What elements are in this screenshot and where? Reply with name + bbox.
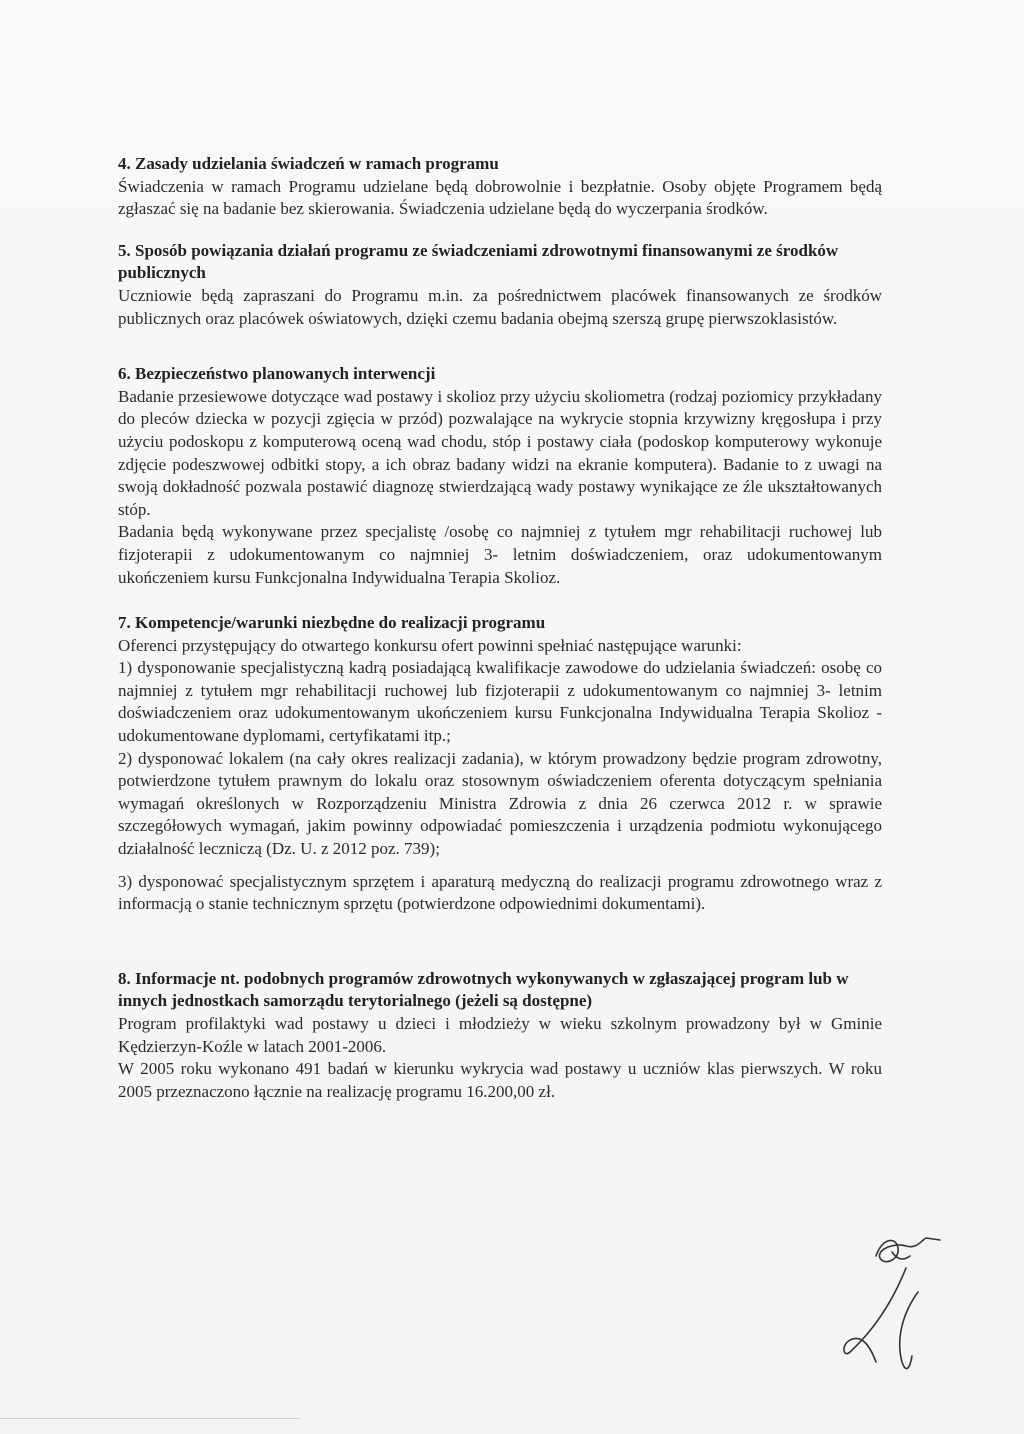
paragraph: Badanie przesiewowe dotyczące wad postawy i skolioz przy użyciu skoliometra (rodzaj poziomicy przykładany do pleców dziecka w pozycji zgięcia w przód) pozwalające na wykrycie stopnia krzywizny kręgosłupa i przy użyciu podoskopu z komputerową oceną wad chodu, stóp i postawy ciała (podoskop komputerowy wykonuje zdjęcie podeszwowej odbitki stopy, a ich obraz badany widzi na ekranie komputera). Badanie to z uwagi na swoją dokładność pozwala postawić diagnozę stwierdzającą wady postawy wynikające ze źle ukształtowanych stóp. — [118, 386, 882, 519]
paragraph: Uczniowie będą zapraszani do Programu m.in. za pośrednictwem placówek finansowanych ze środków publicznych oraz placówek oświatowych, dzięki czemu badania obejmą szerszą grupę pierwszoklasistów. — [118, 285, 882, 328]
section-6 — [118, 363, 882, 589]
paragraph: Program profilaktyki wad postawy u dzieci i młodzieży w wieku szkolnym prowadzony był w Gminie Kędzierzyn-Koźle w latach 2001-2006. — [118, 1014, 882, 1056]
section-heading: 4. Zasady udzielania świadczeń w ramach programu — [118, 154, 499, 173]
section-heading: 6. Bezpieczeństwo planowanych interwencji — [118, 364, 436, 384]
section-7 — [118, 612, 882, 916]
paragraph: W 2005 roku wykonano 491 badań w kierunku wykrycia wad postawy u uczniów klas pierwszych. W roku 2005 przeznaczono łącznie na realizację programu 16.200,00 zł. — [118, 1059, 882, 1101]
signature-initials — [836, 1228, 946, 1378]
list-item: 1) dysponowanie specjalistyczną kadrą posiadającą kwalifikacje zawodowe do udzielania świadczeń: osobę co najmniej z tytułem mgr rehabilitacji ruchowej lub fizjoterapii z udokumentowanym co najmniej 3- letnim doświadczeniem oraz udokumentowanym ukończeniem kursu Funkcjonalna Indywidualna Terapia Skolioz - udokumentowane dyplomami, certyfikatami itp.; — [118, 658, 882, 746]
section-8 — [118, 968, 882, 1104]
paragraph: Oferenci przystępujący do otwartego konkursu ofert powinni spełniać następujące warunki: — [118, 635, 742, 655]
footer-rule — [0, 1418, 300, 1419]
list-item: 3) dysponować specjalistycznym sprzętem i aparaturą medyczną do realizacji programu zdrowotnego wraz z informacją o stanie technicznym sprzętu (potwierdzone odpowiednimi dokumentami). — [118, 871, 882, 914]
document-body — [118, 153, 882, 1103]
section-5 — [118, 240, 882, 330]
paragraph: Świadczenia w ramach Programu udzielane będą dobrowolnie i bezpłatnie. Osoby objęte Programem będą zgłaszać się na badanie bez skierowania. Świadczenia udzielane będą do wyczerpania środków. — [118, 176, 882, 219]
list-item: 2) dysponować lokalem (na cały okres realizacji zadania), w którym prowadzony będzie program zdrowotny, potwierdzone tytułem prawnym do lokalu oraz stosownym oświadczeniem oferenta dotyczącym spełniania wymagań określonych w Rozporządzeniu Ministra Zdrowia z dnia 26 czerwca 2012 r. w sprawie szczegółowych wymagań, jakim powinny odpowiadać pomieszczenia i urządzenia podmiotu wykonującego działalność leczniczą (Dz. U. z 2012 poz. 739); — [118, 748, 882, 859]
section-heading: 7. Kompetencje/warunki niezbędne do realizacji programu — [118, 613, 546, 633]
paragraph: Badania będą wykonywane przez specjalistę /osobę co najmniej z tytułem mgr rehabilitacji ruchowej lub fizjoterapii z udokumentowanym co najmniej 3- letnim doświadczeniem, oraz udokumentowanym ukończeniem kursu Funkcjonalna Indywidualna Terapia Skolioz. — [118, 522, 882, 587]
section-4 — [118, 153, 882, 221]
section-heading: 8. Informacje nt. podobnych programów zdrowotnych wykonywanych w zgłaszającej program lub w innych jednostkach samorządu terytorialnego (jeżeli są dostępne) — [118, 968, 849, 1011]
section-heading: 5. Sposób powiązania działań programu ze świadczeniami zdrowotnymi finansowanymi ze środków publicznych — [118, 240, 839, 283]
